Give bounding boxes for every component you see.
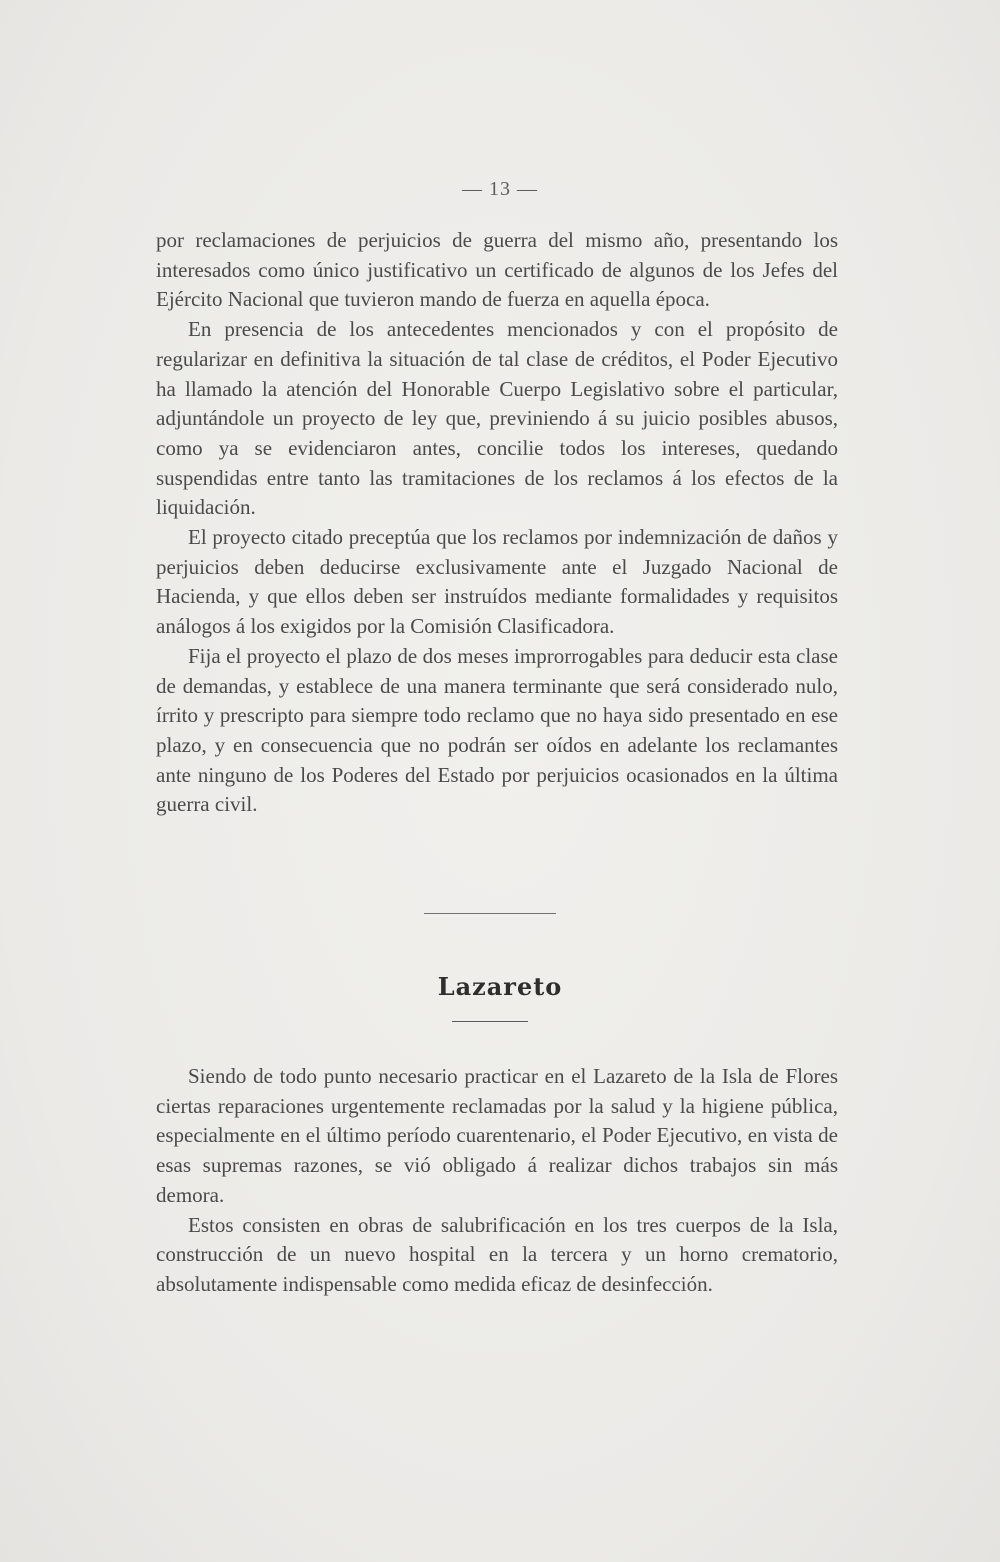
paragraph: El proyecto citado preceptúa que los reclamos por indemnización de daños y perjuicios deben deducirse exclusivamente ante el Juzgado Nacional de Hacienda, y que ellos deben ser instruídos mediante formalidades y requisitos análogos á los exigidos por la Comisión Clasificadora. bbox=[156, 525, 838, 639]
paragraph: Siendo de todo punto necesario practicar en el Lazareto de la Isla de Flores ciertas reparaciones urgentemente reclamadas por la salud y la higiene pública, especialmente en el último período cuarentenario, el Poder Ejecutivo, en vista de esas supremas razones, se vió obligado á realizar dichos trabajos sin más demora. bbox=[156, 1064, 838, 1207]
section-divider bbox=[424, 913, 556, 914]
paragraph: Estos consisten en obras de salubrificación en los tres cuerpos de la Isla, construcción de un nuevo hospital en la tercera y un horno crematorio, absolutamente indispensable como medida eficaz de desinfección. bbox=[156, 1212, 838, 1296]
paragraph: por reclamaciones de perjuicios de guerra del mismo año, presentando los interesados como único justificativo un certificado de algunos de los Jefes del Ejército Nacional que tuvieron mando de fuerza en aquella época. bbox=[156, 228, 838, 312]
section-heading: Lazareto bbox=[437, 972, 563, 1001]
paragraph: Fija el proyecto el plazo de dos meses improrrogables para deducir esta clase de demandas, y establece de una manera terminante que será considerado nulo, írrito y prescripto para siempre todo reclamo que no haya sido presentado en ese plazo, y en consecuencia que no podrán ser oídos en adelante los reclamantes ante ninguno de los Poderes del Estado por perjuicios ocasionados en la última guerra civil. bbox=[156, 643, 838, 817]
paragraph: En presencia de los antecedentes mencionados y con el propósito de regularizar en definitiva la situación de tal clase de créditos, el Poder Ejecutivo ha llamado la atención del Honorable Cuerpo Legislativo sobre el particular, adjuntándole un proyecto de ley que, previniendo á su juicio posibles abusos, como ya se evidenciaron antes, concilie todos los intereses, quedando suspendidas entre tanto las tramitaciones de los reclamos á los efectos de la liquidación. bbox=[156, 317, 838, 520]
page-number: — 13 — bbox=[462, 178, 538, 200]
section-body bbox=[156, 226, 838, 820]
heading-underline bbox=[452, 1021, 528, 1022]
section-body bbox=[156, 1062, 838, 1300]
